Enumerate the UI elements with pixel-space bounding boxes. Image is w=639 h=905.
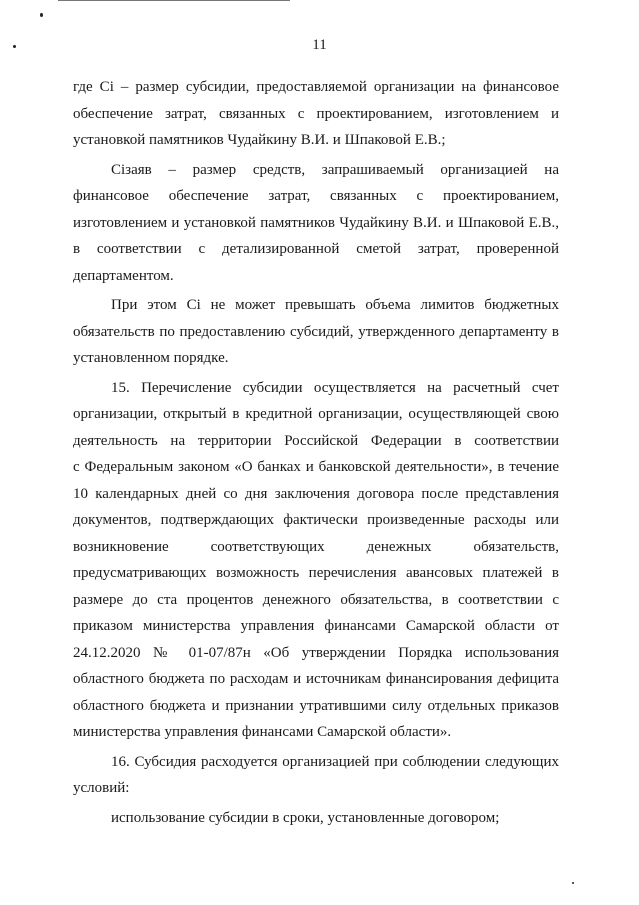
text-line: возникновение соответствующих денежных обязательств, [73,538,559,555]
text-line: условий: [73,780,130,796]
text-line: финансовое обеспечение затрат, связанных с проектированием, [73,188,559,204]
scan-speck [572,882,574,884]
text-line: использование субсидии в сроки, установленные договором; [111,809,500,826]
text-line: обязательств по предоставлению субсидий, утвержденного департаменту в [73,323,559,340]
paragraph [73,292,559,372]
text-line: в соответствии с детализированной сметой затрат, проверенной [73,241,559,257]
text-line: Ciзаяв – размер средств, запрашиваемый организацией на [111,161,559,178]
paragraph [73,749,559,802]
paragraph [73,157,559,290]
text-line: документов, подтверждающих фактически произведенные расходы или [73,512,559,528]
text-line: с Федеральным законом «О банках и банковской деятельности», в течение [73,459,559,475]
page-number: 11 [312,37,327,53]
text-line: установленном порядке. [73,350,229,366]
document-body [73,74,559,831]
text-line: областного бюджета и признании утратившими силу отдельных приказов [73,697,559,714]
text-line: При этом Ci не может превышать объема лимитов бюджетных [111,297,559,313]
text-line: департаментом. [73,267,174,284]
text-line: 24.12.2020 № 01-07/87н «Об утверждении Порядка использования [73,644,559,661]
text-line: 10 календарных дней со дня заключения договора после представления [73,485,559,502]
paragraph [73,74,559,154]
text-line: областного бюджета по расходам и источникам финансирования дефицита [73,671,559,687]
text-line: организации, открытый в кредитной организации, осуществляющей свою [73,406,559,422]
text-line: где Ci – размер субсидии, предоставляемой организации на финансовое [73,79,559,95]
paragraph [73,375,559,746]
text-line: деятельность на территории Российской Федерации в соответствии [73,432,559,449]
text-line: министерства управления финансами Самарской области». [73,724,452,740]
text-line: 16. Субсидия расходуется организацией при соблюдении следующих [111,753,559,770]
text-line: приказом министерства управления финансами Самарской области от [73,618,559,634]
text-line: обеспечение затрат, связанных с проектированием, изготовлением и [73,105,559,122]
top-edge-line [58,0,290,1]
text-line: предусматривающих возможность перечисления авансовых платежей в [73,565,559,581]
scan-speck [40,13,43,17]
text-line: установкой памятников Чудайкину В.И. и Шпаковой Е.В.; [73,132,446,148]
paragraph [73,805,559,832]
text-line: размере до ста процентов денежного обязательства, в соответствии с [73,591,559,608]
text-line: 15. Перечисление субсидии осуществляется на расчетный счет [111,379,559,396]
text-line: изготовлением и установкой памятников Чудайкину В.И. и Шпаковой Е.В., [73,214,559,231]
